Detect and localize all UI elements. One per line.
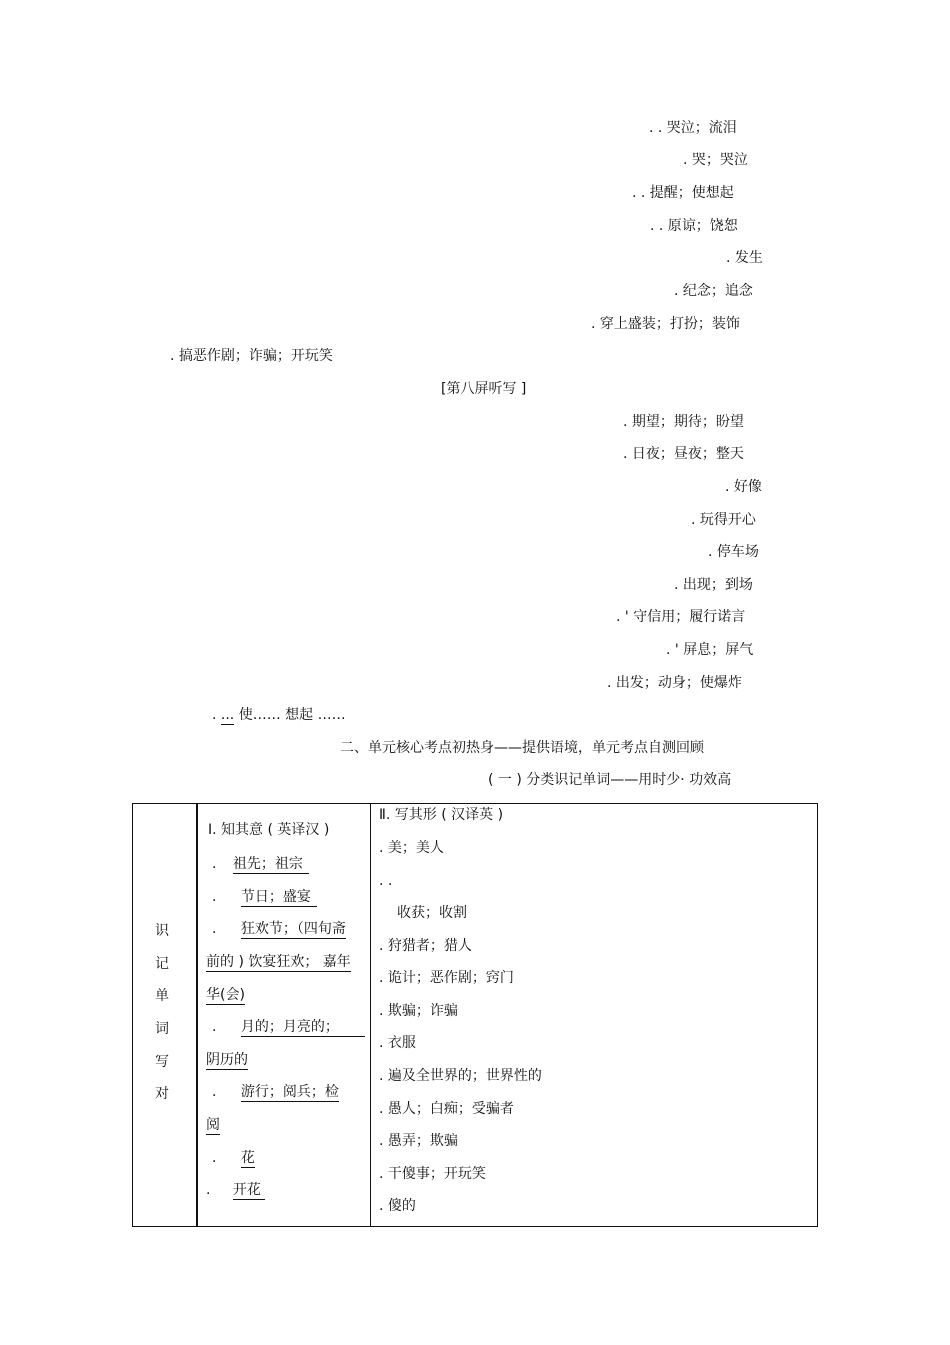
dictation-line: . 停车场: [708, 544, 759, 560]
dictation-line: . 纪念；追念: [674, 283, 753, 299]
dictation-line: . 哭；哭泣: [683, 152, 748, 168]
remind-dot: .: [212, 707, 217, 723]
side-label-char: 写: [155, 1054, 169, 1070]
form-item: 收获；收割: [397, 905, 467, 921]
side-label-char: 识: [155, 923, 169, 939]
dictation-line: . 期望；期待；盼望: [623, 414, 744, 430]
meaning-item: . 祖先；祖宗: [212, 855, 309, 873]
dictation-line: . 发生: [726, 250, 763, 266]
side-label-char: 单: [155, 988, 169, 1004]
form-item: . .: [379, 873, 393, 889]
dictation-line: . 出现；到场: [674, 577, 753, 593]
meaning-item: . 开花: [206, 1181, 265, 1199]
form-column: [371, 804, 817, 1226]
meaning-item: 华(会): [206, 987, 245, 1003]
dictation-line: . ' 屏息；屏气: [666, 642, 754, 658]
side-label-char: 记: [155, 956, 169, 972]
form-item: . 狩猎者；猎人: [379, 938, 472, 954]
remind-line: [212, 706, 346, 724]
form-item: . 遍及全世界的；世界性的: [379, 1068, 542, 1084]
dictation-line: . . 提醒；使想起: [632, 185, 734, 201]
vocab-table: [132, 803, 818, 1227]
meaning-item: . 狂欢节；（四旬斋: [212, 921, 346, 937]
form-title: Ⅱ. 写其形 ( 汉译英 ): [379, 807, 504, 823]
form-item: . 愚弄；欺骗: [379, 1133, 458, 1149]
meaning-item: 阴历的: [206, 1052, 248, 1068]
dictation-line: . 好像: [725, 479, 762, 495]
dictation-line: . 出发；动身；使爆炸: [607, 675, 742, 691]
dictation-line: . . 哭泣；流泪: [649, 120, 737, 136]
section-two-title: 二、单元核心考点初热身——提供语境，单元考点自测回顾: [340, 740, 704, 756]
dictation-line: . ' 守信用；履行诺言: [616, 609, 746, 625]
remind-text: 使…… 想起 ……: [234, 707, 346, 723]
form-item: . 衣服: [379, 1035, 416, 1051]
subsection-title: ( 一 ) 分类识记单词——用时少· 功效高: [488, 772, 732, 788]
side-label-column: [133, 804, 198, 1226]
form-item: . 欺骗；诈骗: [379, 1003, 458, 1019]
side-label-char: 词: [155, 1021, 169, 1037]
meaning-item: . 花: [212, 1150, 255, 1166]
form-item: . 干傻事；开玩笑: [379, 1166, 486, 1182]
dictation-line: . 日夜；昼夜；整天: [623, 446, 744, 462]
section-header: [第八屏听写 ]: [441, 381, 527, 397]
form-item: . 傻的: [379, 1198, 416, 1214]
side-label-char: 对: [155, 1086, 169, 1102]
meaning-item: . 游行；阅兵；检: [212, 1084, 339, 1100]
meaning-title: Ⅰ. 知其意 ( 英译汉 ): [208, 822, 330, 838]
meaning-item: . 节日；盛宴: [212, 888, 317, 906]
dictation-line: . . 原谅；饶恕: [650, 218, 738, 234]
remind-blank: ...: [220, 707, 235, 723]
meaning-column: [198, 804, 371, 1226]
dictation-line: . 穿上盛装；打扮；装饰: [591, 316, 740, 332]
form-item: . 诡计；恶作剧；窍门: [379, 970, 514, 986]
meaning-item: . 月的；月亮的；: [212, 1018, 365, 1036]
meaning-item: 前的 ) 饮宴狂欢； 嘉年: [206, 954, 351, 970]
dictation-line: . 搞恶作剧；诈骗；开玩笑: [170, 348, 333, 364]
form-item: . 愚人；白痴；受骗者: [379, 1101, 514, 1117]
dictation-line: . 玩得开心: [691, 512, 756, 528]
form-item: . 美；美人: [379, 840, 444, 856]
meaning-item: 阅: [206, 1117, 220, 1133]
